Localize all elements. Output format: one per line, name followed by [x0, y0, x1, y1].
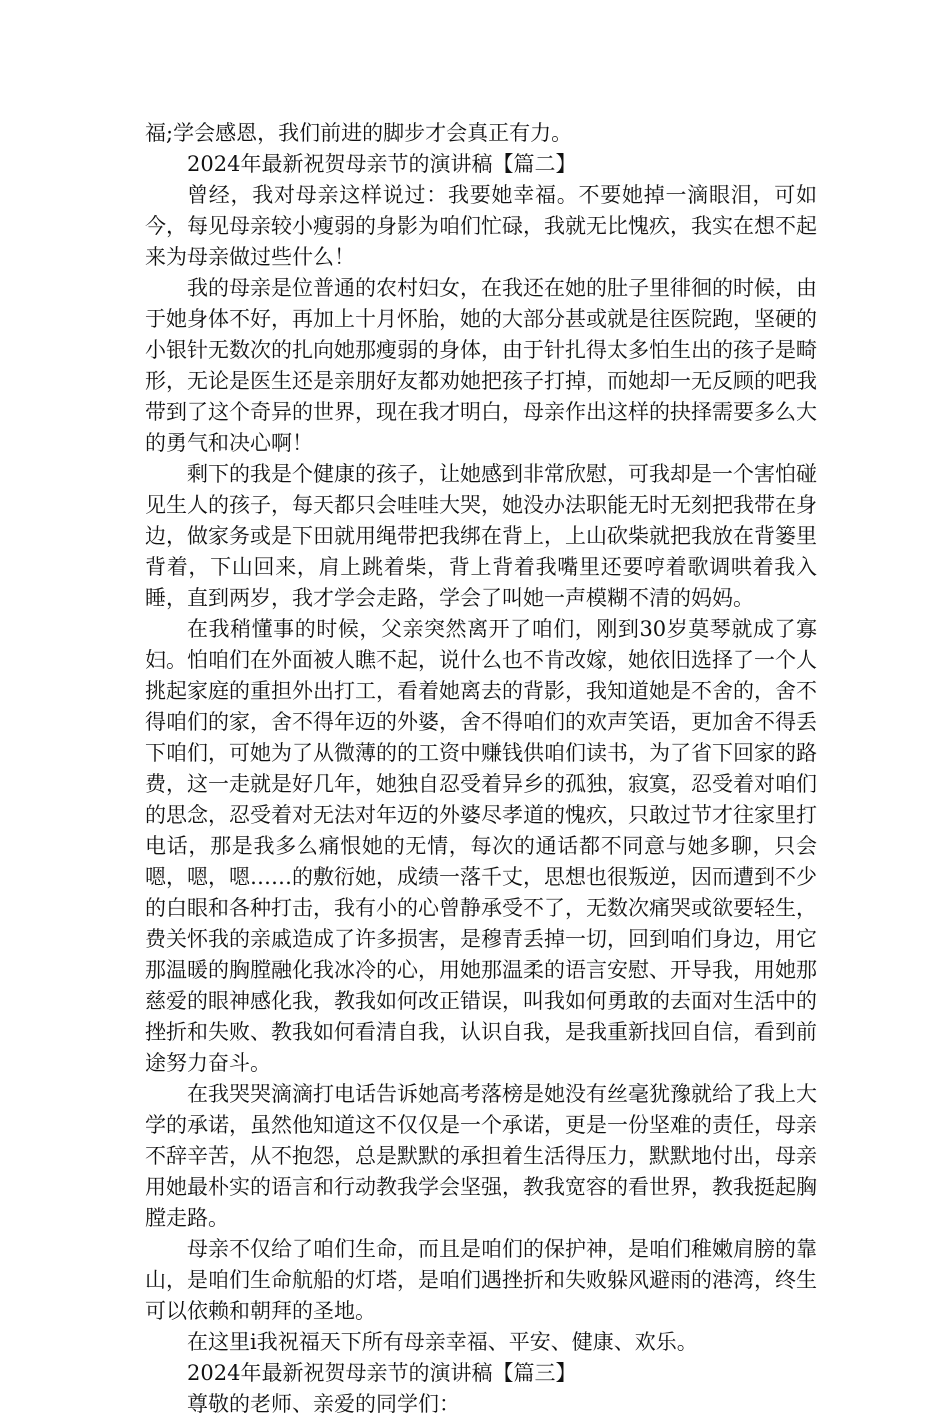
paragraph: 在这里i我祝福天下所有母亲幸福、平安、健康、欢乐。 [187, 1330, 698, 1354]
paragraph: 我的母亲是位普通的农村妇女，在我还在她的肚子里徘徊的时候，由于她身体不好，再加上十月怀胎，她的大部分甚或就是往医院跑，坚硬的小银针无数次的扎向她那瘦弱的身体，由于针扎得太多怕生出的孩子是畸形，无论是医生还是亲朋好友都劝她把孩子打掉，而她却一无反顾的吧我带到了这个奇异的世界，现在我才明白，母亲作出这样的抉择需要多么大的勇气和决心啊！ [145, 276, 817, 455]
paragraph: 在我稍懂事的时候，父亲突然离开了咱们，刚到30岁莫琴就成了寡妇。怕咱们在外面被人瞧不起，说什么也不肯改嫁，她依旧选择了一个人挑起家庭的重担外出打工，看着她离去的背影，我知道她是不舍的，舍不得咱们的家，舍不得年迈的外婆，舍不得咱们的欢声笑语，更加舍不得丢下咱们，可她为了从微薄的的工资中赚钱供咱们读书，为了省下回家的路费，这一走就是好几年，她独自忍受着异乡的孤独，寂寞，忍受着对咱们的思念，忍受着对无法对年迈的外婆尽孝道的愧疚，只敢过节才往家里打电话，那是我多么痛恨她的无情，每次的通话都不同意与她多聊，只会嗯，嗯，嗯……的敷衍她，成绩一落千丈，思想也很叛逆，因而遭到不少的白眼和各种打击，我有小的心曾静承受不了，无数次痛哭或欲要轻生，费关怀我的亲戚造成了许多损害，是穆青丢掉一切，回到咱们身边，用它那温暖的胸膛融化我冰冷的心，用她那温柔的语言安慰、开导我，用她那慈爱的眼神感化我，教我如何改正错误，叫我如何勇敢的去面对生活中的挫折和失败、教我如何看清自我，认识自我，是我重新找回自信，看到前途努力奋斗。 [145, 617, 817, 1075]
document-body [145, 118, 817, 1420]
section-heading-part-three: 2024年最新祝贺母亲节的演讲稿【篇三】 [187, 1361, 577, 1385]
paragraph: 母亲不仅给了咱们生命，而且是咱们的保护神，是咱们稚嫩肩膀的靠山，是咱们生命航船的灯塔，是咱们遇挫折和失败躲风避雨的港湾，终生可以依赖和朝拜的圣地。 [145, 1237, 817, 1323]
section-heading-part-two: 2024年最新祝贺母亲节的演讲稿【篇二】 [187, 152, 577, 176]
paragraph: 在我哭哭滴滴打电话告诉她高考落榜是她没有丝毫犹豫就给了我上大学的承诺，虽然他知道这不仅仅是一个承诺，更是一份坚难的责任，母亲不辞辛苦，从不抱怨，总是默默的承担着生活得压力，默默地付出，母亲用她最朴实的语言和行动教我学会坚强，教我宽容的看世界，教我挺起胸膛走路。 [145, 1082, 817, 1230]
paragraph: 曾经，我对母亲这样说过：我要她幸福。不要她掉一滴眼泪，可如今，每见母亲较小瘦弱的身影为咱们忙碌，我就无比愧疚，我实在想不起来为母亲做过些什么！ [145, 183, 817, 269]
paragraph: 剩下的我是个健康的孩子，让她感到非常欣慰，可我却是一个害怕碰见生人的孩子，每天都只会哇哇大哭，她没办法职能无时无刻把我带在身边，做家务或是下田就用绳带把我绑在背上，上山砍柴就把我放在背篓里背着，下山回来，肩上跳着柴，背上背着我嘴里还要哼着歌调哄着我入睡，直到两岁，我才学会走路，学会了叫她一声模糊不清的妈妈。 [145, 462, 817, 610]
paragraph-continuation: 福;学会感恩，我们前进的脚步才会真正有力。 [145, 121, 573, 145]
salutation: 尊敬的老师、亲爱的同学们： [187, 1392, 460, 1416]
